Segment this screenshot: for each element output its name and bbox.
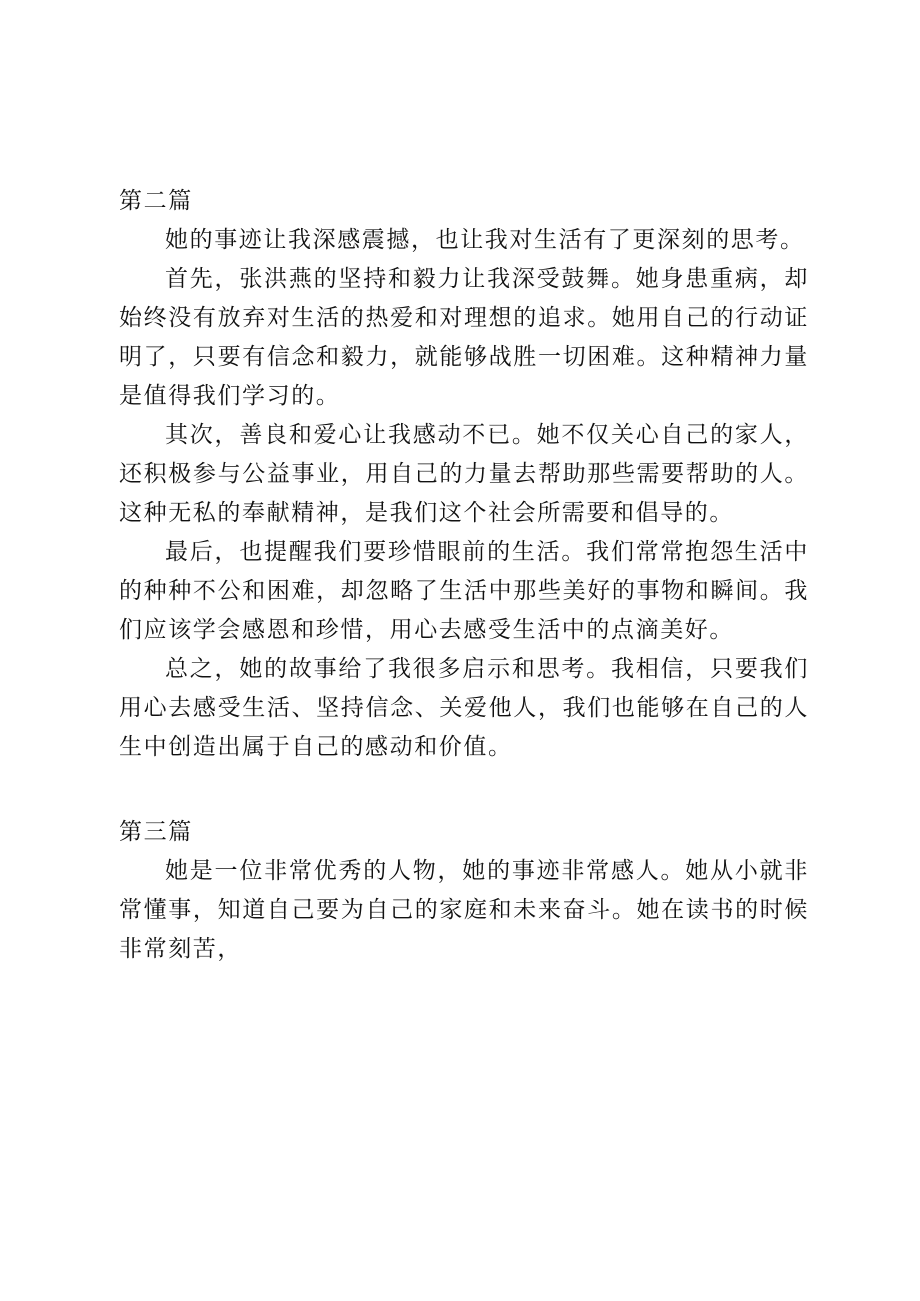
section-heading: 第三篇 — [119, 819, 193, 845]
paragraph: 其次，善良和爱心让我感动不已。她不仅关心自己的家人，还积极参与公益事业，用自己的力量去帮助那些需要帮助的人。这种无私的奉献精神，是我们这个社会所需要和倡导的。 — [119, 422, 809, 526]
section-three — [119, 813, 809, 969]
paragraph: 总之，她的故事给了我很多启示和思考。我相信，只要我们用心去感受生活、坚持信念、关爱他人，我们也能够在自己的人生中创造出属于自己的感动和价值。 — [119, 656, 809, 760]
paragraph: 她的事迹让我深感震撼，也让我对生活有了更深刻的思考。 — [165, 227, 805, 253]
paragraph: 首先，张洪燕的坚持和毅力让我深受鼓舞。她身患重病，却始终没有放弃对生活的热爱和对理想的追求。她用自己的行动证明了，只要有信念和毅力，就能够战胜一切困难。这种精神力量是值得我们学习的。 — [119, 266, 809, 409]
paragraph: 她是一位非常优秀的人物，她的事迹非常感人。她从小就非常懂事，知道自己要为自己的家庭和未来奋斗。她在读书的时候非常刻苦， — [119, 858, 809, 962]
section-heading: 第二篇 — [119, 188, 193, 214]
document-body — [119, 182, 809, 969]
section-two — [119, 182, 809, 767]
section-spacer — [119, 767, 809, 813]
paragraph: 最后，也提醒我们要珍惜眼前的生活。我们常常抱怨生活中的种种不公和困难，却忽略了生活中那些美好的事物和瞬间。我们应该学会感恩和珍惜，用心去感受生活中的点滴美好。 — [119, 539, 809, 643]
